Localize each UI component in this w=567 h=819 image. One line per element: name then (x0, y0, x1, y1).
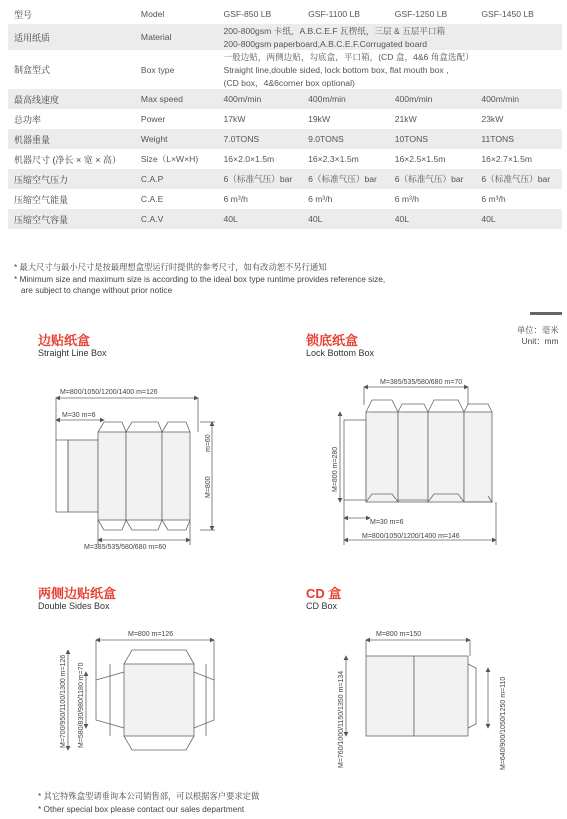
spec-label-en: Material (135, 24, 218, 50)
spec-value: GSF-850 LB (223, 9, 272, 19)
straight-box-subtitle: Straight Line Box (38, 348, 107, 358)
spec-label-cn: 适用纸质 (8, 24, 135, 50)
dim-label: m=60 (205, 434, 212, 452)
dim-label: M=30 m=6 (370, 519, 404, 526)
spec-value: 400m/min (302, 89, 389, 109)
spec-label-cn: 机器尺寸 (净长 × 宽 × 高） (14, 154, 122, 165)
spec-label-cn: 最高线速度 (8, 89, 135, 109)
spec-value: 6（标准气压）bar (302, 169, 389, 189)
spec-value: 200-800gsm 卡纸，A.B.C.E.F 瓦楞纸，三层 & 五层平口箱 (218, 24, 563, 37)
cd-box-subtitle: CD Box (306, 601, 338, 611)
spec-value: 6（标准气压）bar (475, 169, 562, 189)
cd-box-drawing (346, 640, 488, 736)
spec-label-en: C.A.P (135, 169, 218, 189)
spec-value: 6 m³/h (308, 194, 333, 204)
spec-label-en: Size（L×W×H) (140, 154, 199, 164)
double-box-title: 两侧边贴纸盒 (38, 586, 117, 601)
spec-value: 400m/min (218, 89, 303, 109)
dim-label: M=640/900/1050/1250 m=110 (500, 676, 507, 770)
spec-label-cn: 制盒型式 (14, 65, 51, 75)
spec-label-en: C.A.E (140, 194, 164, 204)
spec-value: 16×2.0×1.5m (223, 154, 275, 164)
dim-label: M=30 m=6 (62, 412, 96, 419)
spec-value: 6 m³/h (223, 194, 248, 204)
note-line: * Minimum size and maximum size is according to the ideal box type runtime provides reference size, (14, 273, 386, 284)
spec-value: 6（标准气压）bar (389, 169, 476, 189)
spec-value: GSF-1100 LB (308, 9, 361, 19)
spec-label-cn: 型号 (14, 9, 33, 20)
spec-value: 11TONS (475, 129, 562, 149)
spec-value: 40L (302, 209, 389, 229)
spec-value: 9.0TONS (302, 129, 389, 149)
spec-value: 10TONS (389, 129, 476, 149)
dim-label: M=800 m=150 (376, 631, 422, 638)
spec-label-cn: 机器重量 (8, 129, 135, 149)
spec-label-en: Box type (140, 64, 175, 75)
dim-label: M=580/830/980/1180 m=70 (78, 662, 85, 748)
spec-value: 6 m³/h (394, 194, 420, 204)
spec-value: 17kW (223, 114, 246, 124)
unit-label: 单位：毫米 Unit：mm (517, 325, 559, 346)
spec-value: GSF-1450 LB (481, 9, 534, 19)
dim-label: M=385/535/580/680 m=60 (84, 544, 167, 551)
spec-value: 40L (218, 209, 303, 229)
straight-box-drawing (56, 398, 215, 545)
spec-label-en: C.A.V (135, 209, 218, 229)
spec-label-en: Max speed (135, 89, 218, 109)
spec-label-en: Weight (135, 129, 218, 149)
spec-value: 40L (389, 209, 476, 229)
dim-label: M=385/535/580/680 m=70 (380, 379, 463, 386)
dim-label: M=760/1000/1150/1350 m=134 (338, 670, 345, 768)
note-line: * 最大尺寸与最小尺寸是按最理想盒型运行时提供的参考尺寸，如有改动恕不另行通知 (14, 262, 327, 272)
spec-value: GSF-1250 LB (394, 9, 448, 19)
spec-value: 19kW (308, 114, 331, 124)
spec-value: 16×2.3×1.5m (308, 154, 359, 164)
cd-box-title: CD 盒 (306, 586, 342, 601)
spec-label-cn: 压缩空气压力 (8, 169, 135, 189)
spec-value: (CD box，4&6corner box optional) (223, 77, 355, 88)
double-box-drawing (68, 640, 214, 750)
footer-line: * Other special box please contact our sales department (38, 803, 245, 814)
spec-value: 400m/min (389, 89, 476, 109)
spec-value: 6（标准气压）bar (218, 169, 303, 189)
dim-label: M=800 (205, 476, 212, 498)
spec-value: 7.0TONS (218, 129, 303, 149)
dim-label: M=800/1050/1200/1400 m=126 (60, 389, 158, 396)
spec-value: 16×2.5×1.5m (394, 154, 446, 164)
spec-value: 40L (475, 209, 562, 229)
spec-value: Straight line,double sided, lock bottom box, flat mouth box , (223, 64, 449, 75)
note-line: are subject to change without prior notice (14, 285, 173, 295)
dim-label: M=800 m=280 (332, 446, 339, 492)
spec-label-cn: 总功率 (14, 114, 42, 125)
spec-value: 23kW (481, 114, 504, 124)
dim-label: M=700/950/1100/1300 m=126 (60, 654, 67, 748)
dim-label: M=800 m=126 (128, 631, 174, 638)
dim-label: M=800/1050/1200/1400 m=146 (362, 533, 460, 540)
spec-label-en: Model (140, 9, 165, 19)
spec-value: 200-800gsm paperboard,A.B.C.E.F.Corrugated board (218, 37, 563, 50)
spec-value: 400m/min (475, 89, 562, 109)
lock-box-subtitle: Lock Bottom Box (306, 348, 375, 358)
spec-label-cn: 压缩空气能量 (14, 194, 69, 205)
spec-value: 6 m³/h (481, 194, 506, 204)
spec-value: 21kW (394, 114, 417, 124)
spec-value: 一般边贴，两侧边贴，勾底盒，平口箱，(CD 盒，4&6 角盒选配） (223, 51, 474, 62)
double-box-subtitle: Double Sides Box (38, 601, 110, 611)
footer-notes (38, 790, 259, 815)
spec-value: 16×2.7×1.5m (481, 154, 533, 164)
lock-box-drawing (340, 387, 496, 545)
lock-box-title: 锁底纸盒 (306, 333, 359, 348)
spec-label-en: Power (140, 114, 166, 124)
straight-box-title: 边贴纸盒 (38, 333, 91, 348)
spec-label-cn: 压缩空气容量 (8, 209, 135, 229)
footer-line: * 其它特殊盒型请垂询本公司销售部，可以根据客户要求定做 (38, 791, 260, 801)
